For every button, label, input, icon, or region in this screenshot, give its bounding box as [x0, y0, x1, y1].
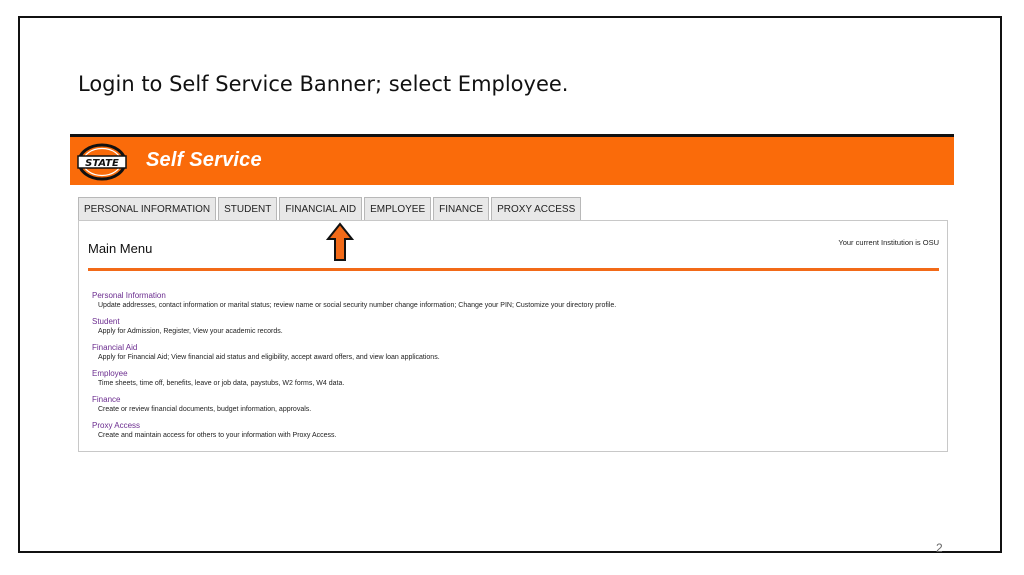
menu-link-personal-information[interactable]: Personal Information	[92, 291, 166, 300]
page-number: 2	[936, 541, 943, 555]
tab-personal-information[interactable]: PERSONAL INFORMATION	[78, 197, 216, 220]
tab-student[interactable]: STUDENT	[218, 197, 277, 220]
menu-item-proxy-access	[92, 421, 932, 447]
menu-description: Update addresses, contact information or marital status; review name or social security number change information; Change your PIN; Customize your directory profile.	[98, 302, 617, 309]
menu-link-student[interactable]: Student	[92, 317, 120, 326]
page-title: Main Menu	[88, 241, 153, 256]
menu-item-employee	[92, 369, 932, 395]
slide-instruction: Login to Self Service Banner; select Employee.	[78, 72, 569, 96]
menu-description: Apply for Financial Aid; View financial aid status and eligibility, accept award offers, and view loan applications.	[98, 354, 440, 361]
menu-description: Apply for Admission, Register, View your academic records.	[98, 328, 283, 335]
menu-list	[92, 291, 932, 447]
menu-item-personal-information	[92, 291, 932, 317]
menu-link-financial-aid[interactable]: Financial Aid	[92, 343, 138, 352]
menu-link-proxy-access[interactable]: Proxy Access	[92, 421, 141, 430]
title-divider	[88, 268, 939, 271]
menu-description: Create or review financial documents, budget information, approvals.	[98, 406, 312, 413]
menu-item-financial-aid	[92, 343, 932, 369]
tab-employee[interactable]: EMPLOYEE	[364, 197, 431, 220]
menu-item-student	[92, 317, 932, 343]
self-service-screenshot	[70, 134, 954, 460]
menu-link-finance[interactable]: Finance	[92, 395, 121, 404]
tab-financial-aid[interactable]: FINANCIAL AID	[279, 197, 362, 220]
osu-logo-icon	[76, 143, 128, 181]
menu-description: Time sheets, time off, benefits, leave or job data, paystubs, W2 forms, W4 data.	[98, 380, 345, 387]
main-menu-panel	[78, 220, 948, 452]
menu-link-employee[interactable]: Employee	[92, 369, 128, 378]
svg-text:STATE: STATE	[85, 158, 119, 169]
tab-proxy-access[interactable]: PROXY ACCESS	[491, 197, 581, 220]
institution-text: Your current Institution is OSU	[838, 238, 939, 247]
tab-finance[interactable]: FINANCE	[433, 197, 489, 220]
tab-bar	[78, 197, 583, 221]
brand-title: Self Service	[146, 149, 262, 171]
up-arrow-icon	[326, 222, 354, 262]
menu-item-finance	[92, 395, 932, 421]
menu-description: Create and maintain access for others to your information with Proxy Access.	[98, 432, 337, 439]
brand-header	[70, 137, 954, 185]
